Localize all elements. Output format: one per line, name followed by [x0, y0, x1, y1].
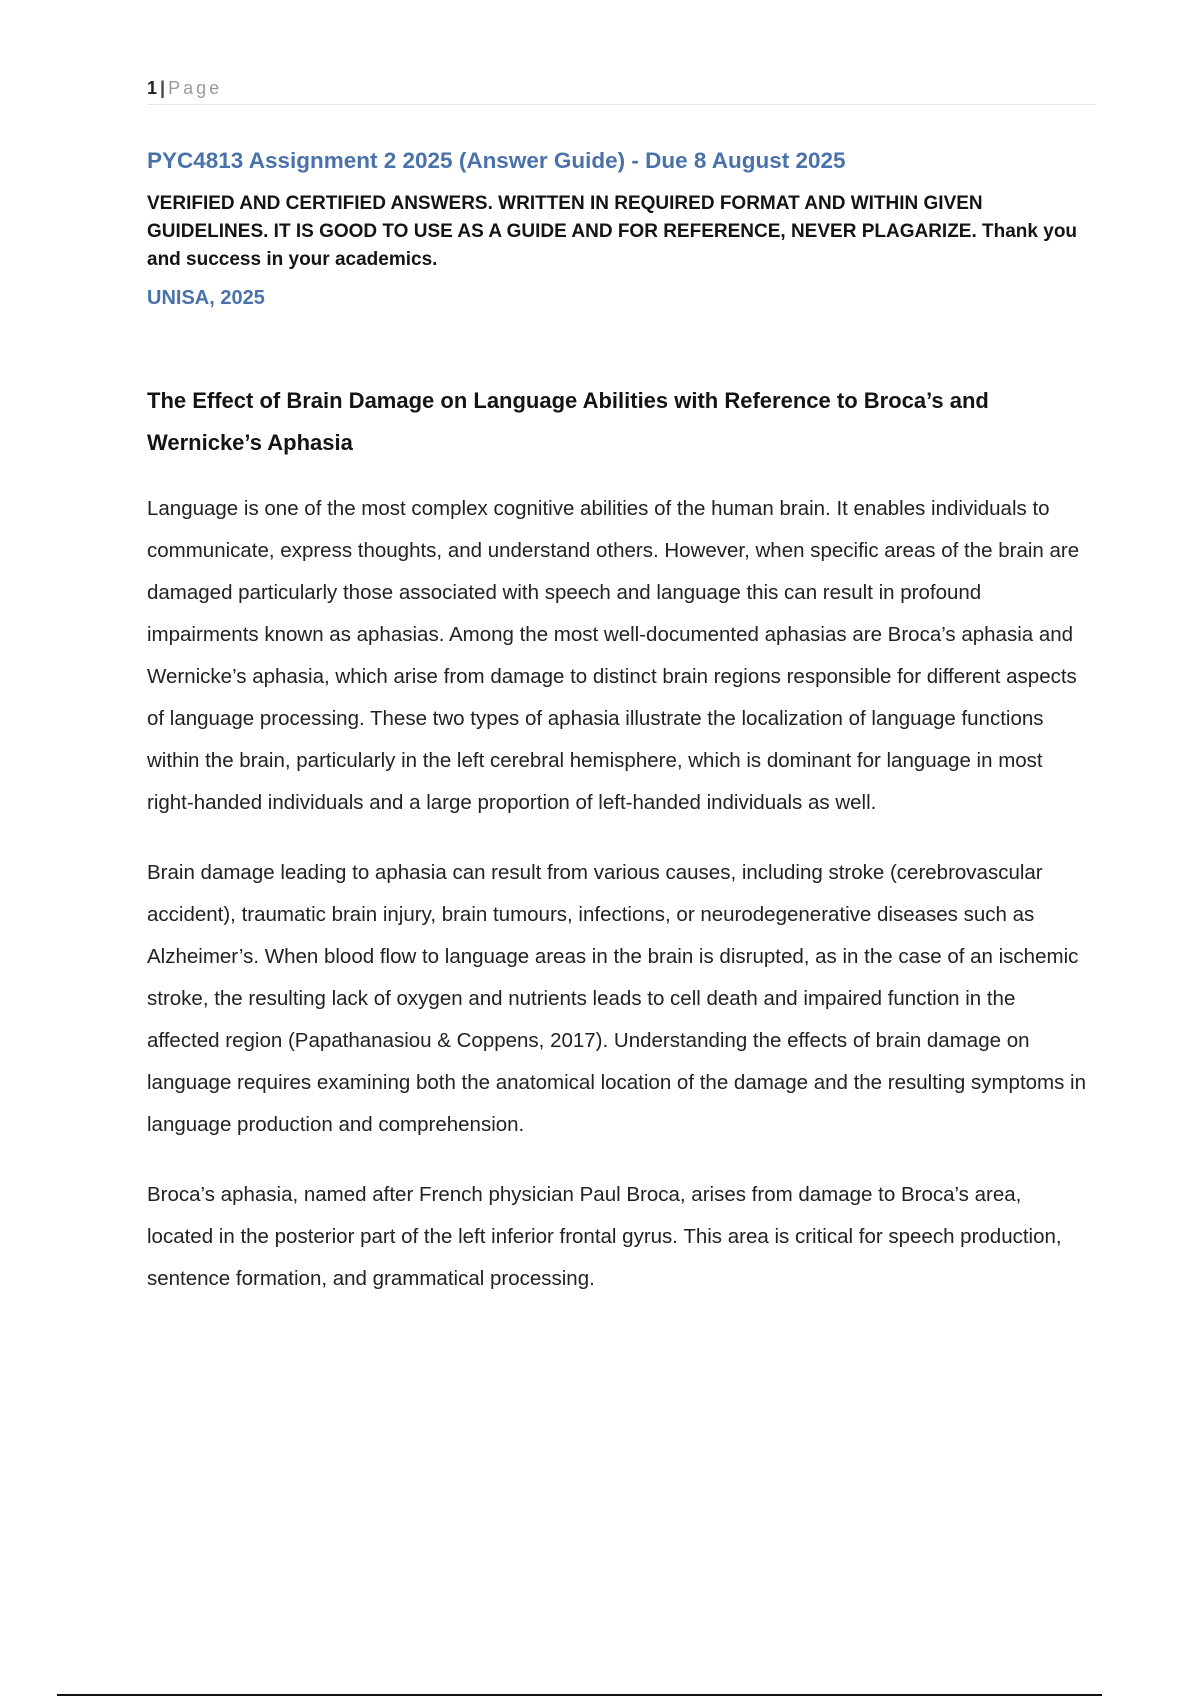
footer-divider [57, 1694, 1102, 1696]
page-label: Page [168, 78, 223, 98]
disclaimer-text: VERIFIED AND CERTIFIED ANSWERS. WRITTEN IN REQUIRED FORMAT AND WITHIN GIVEN GUIDELINES. IT IS GOOD TO USE AS A GUIDE AND FOR REFERENCE, NEVER PLAGARIZE. Thank you and success in your academics. [147, 193, 1078, 270]
document-title: PYC4813 Assignment 2 2025 (Answer Guide) - Due 8 August 2025 [147, 148, 846, 173]
body-paragraph-1: Language is one of the most complex cognitive abilities of the human brain. It enables individuals to communicate, express thoughts, and understand others. However, when specific areas of the brain are damaged particularly those associated with speech and language this can result in profound impairments known as aphasias. Among the most well-documented aphasias are Broca’s aphasia and Wernicke’s aphasia, which arise from damage to distinct brain regions responsible for different aspects of language processing. These two types of aphasia illustrate the localization of language functions within the brain, particularly in the left cerebral hemisphere, which is dominant for language in most right-handed individuals and a large proportion of left-handed individuals as well. [147, 497, 1080, 814]
body-paragraph-3: Broca’s aphasia, named after French physician Paul Broca, arises from damage to Broca’s area, located in the posterior part of the left inferior frontal gyrus. This area is critical for speech production, sentence formation, and grammatical processing. [147, 1183, 1062, 1290]
essay-title: The Effect of Brain Damage on Language Abilities with Reference to Broca’s and Wernicke’s Aphasia [147, 388, 989, 455]
page-separator: | [160, 78, 166, 98]
body-paragraph-2: Brain damage leading to aphasia can result from various causes, including stroke (cerebrovascular accident), traumatic brain injury, brain tumours, infections, or neurodegenerative diseases such as Alzheimer’s. When blood flow to language areas in the brain is disrupted, as in the case of an ischemic stroke, the resulting lack of oxygen and nutrients leads to cell death and impaired function in the affected region (Papathanasiou & Coppens, 2017). Understanding the effects of brain damage on language requires examining both the anatomical location of the damage and the resulting symptoms in language production and comprehension. [147, 861, 1087, 1136]
page-number: 1 [147, 78, 158, 98]
page-header [147, 76, 1095, 105]
institution-line: UNISA, 2025 [147, 287, 265, 309]
document-content [147, 146, 1087, 1300]
